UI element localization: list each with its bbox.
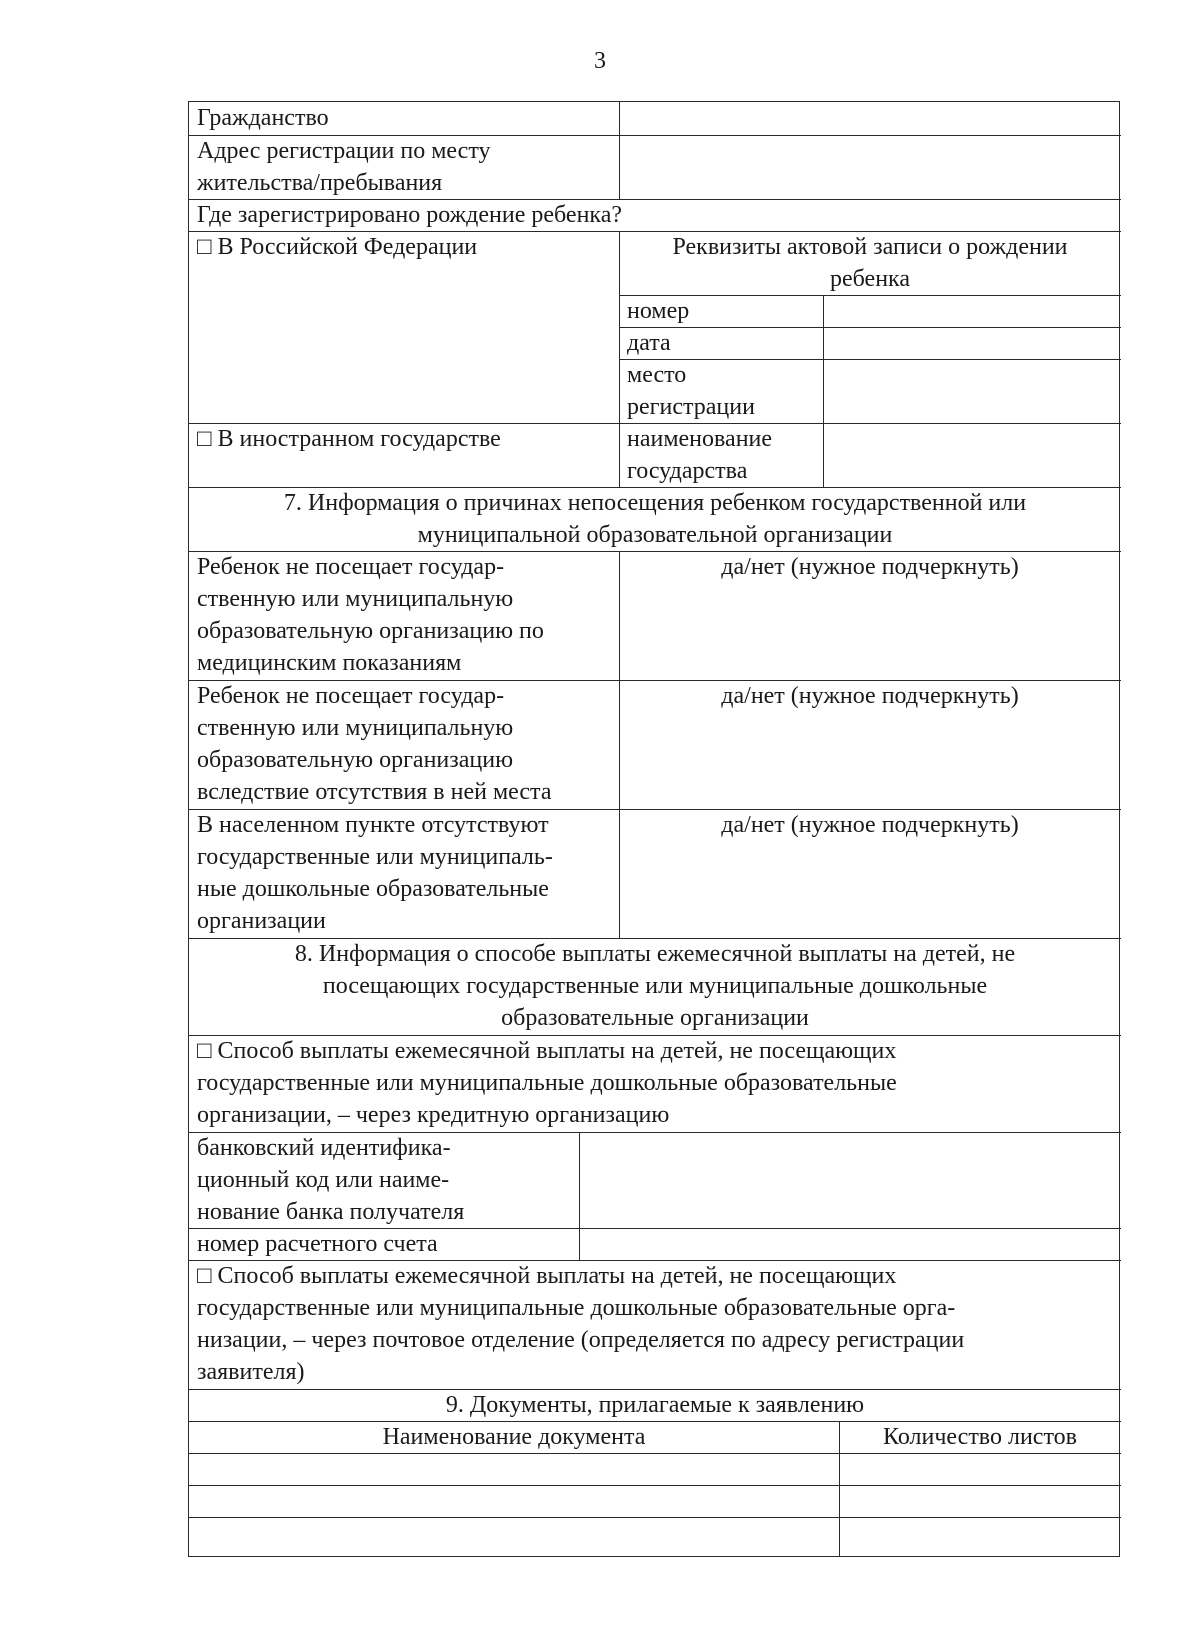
address-value[interactable] bbox=[619, 135, 1121, 199]
post-payment-option[interactable]: □ Способ выплаты ежемесячной выплаты на детей, не посещающих государственные или муниципальные дошкольные образовательные орга- низации, – через почтовое отделение (определяется по адресу регистрации заявителя) bbox=[197, 1263, 965, 1385]
birth-registration-question: Где зарегистрировано рождение ребенка? bbox=[197, 202, 623, 228]
document-row-2-name[interactable] bbox=[189, 1485, 839, 1517]
grid-line bbox=[189, 1389, 1121, 1390]
grid-line bbox=[619, 231, 620, 487]
document-row-2-sheets[interactable] bbox=[839, 1485, 1121, 1517]
reason-no-organization-answer[interactable]: да/нет (нужное подчеркнуть) bbox=[721, 812, 1019, 838]
sheet-count-header: Количество листов bbox=[883, 1424, 1077, 1450]
address-label: Адрес регистрации по месту жительства/пребывания bbox=[197, 138, 491, 196]
citizenship-label: Гражданство bbox=[197, 105, 329, 131]
record-date-value[interactable] bbox=[823, 327, 1121, 359]
foreign-option[interactable]: □ В иностранном государстве bbox=[197, 426, 501, 452]
grid-line bbox=[189, 199, 1121, 200]
bank-id-value[interactable] bbox=[579, 1132, 1121, 1228]
grid-line bbox=[579, 1132, 580, 1260]
reason-medical-text: Ребенок не посещает государ- ственную или муниципальную образовательную организацию по медицинским показаниям bbox=[197, 554, 544, 676]
grid-line bbox=[823, 295, 824, 487]
document-row-1-sheets[interactable] bbox=[839, 1453, 1121, 1485]
bank-id-label: банковский идентифика- ционный код или наиме- нование банка получателя bbox=[197, 1135, 465, 1225]
grid-line bbox=[189, 1132, 1121, 1133]
page-number: 3 bbox=[594, 48, 606, 74]
grid-line bbox=[189, 680, 1121, 681]
bank-payment-option[interactable]: □ Способ выплаты ежемесячной выплаты на детей, не посещающих государственные или муниципальные дошкольные образовательные организации, – через кредитную организацию bbox=[197, 1038, 897, 1128]
registration-place-label: место регистрации bbox=[627, 362, 755, 420]
reason-no-place-text: Ребенок не посещает государ- ственную или муниципальную образовательную организацию вследствие отсутствия в ней места bbox=[197, 683, 552, 805]
section-7-title: 7. Информация о причинах непосещения ребенком государственной или муниципальной образовательной организации bbox=[283, 490, 1027, 548]
document-row-3-sheets[interactable] bbox=[839, 1517, 1121, 1556]
grid-line bbox=[189, 135, 1121, 136]
grid-line bbox=[619, 327, 1121, 328]
grid-line bbox=[189, 1453, 1121, 1454]
grid-line bbox=[189, 1485, 1121, 1486]
document-name-header: Наименование документа bbox=[382, 1424, 646, 1450]
grid-line bbox=[189, 1421, 1121, 1422]
grid-line bbox=[189, 231, 1121, 232]
grid-line bbox=[189, 938, 1121, 939]
registration-place-value[interactable] bbox=[823, 359, 1121, 423]
reason-no-place-answer[interactable]: да/нет (нужное подчеркнуть) bbox=[721, 683, 1019, 709]
grid-line bbox=[619, 295, 1121, 296]
state-name-value[interactable] bbox=[823, 423, 1121, 487]
application-form-table bbox=[188, 101, 1120, 1557]
grid-line bbox=[189, 1260, 1121, 1261]
document-row-3-name[interactable] bbox=[189, 1517, 839, 1556]
section-9-title: 9. Документы, прилагаемые к заявлению bbox=[445, 1392, 865, 1418]
section-8-title: 8. Информация о способе выплаты ежемесячной выплаты на детей, не посещающих государственные или муниципальные дошкольные образовательные организации bbox=[294, 941, 1016, 1031]
grid-line bbox=[189, 1517, 1121, 1518]
citizenship-value[interactable] bbox=[619, 102, 1121, 135]
russia-option[interactable]: □ В Российской Федерации bbox=[197, 234, 478, 260]
record-number-label: номер bbox=[627, 298, 690, 324]
grid-line bbox=[189, 551, 1121, 552]
grid-line bbox=[839, 1421, 840, 1556]
grid-line bbox=[619, 359, 1121, 360]
record-date-label: дата bbox=[627, 330, 671, 356]
grid-line bbox=[189, 1228, 1121, 1229]
grid-line bbox=[189, 423, 1121, 424]
grid-line bbox=[619, 551, 620, 938]
act-record-header: Реквизиты актовой записи о рождении ребенка bbox=[672, 234, 1068, 292]
record-number-value[interactable] bbox=[823, 295, 1121, 327]
account-number-label: номер расчетного счета bbox=[197, 1231, 438, 1257]
account-number-value[interactable] bbox=[579, 1228, 1121, 1260]
state-name-label: наименование государства bbox=[627, 426, 773, 484]
grid-line bbox=[189, 1035, 1121, 1036]
document-row-1-name[interactable] bbox=[189, 1453, 839, 1485]
reason-medical-answer[interactable]: да/нет (нужное подчеркнуть) bbox=[721, 554, 1019, 580]
reason-no-organization-text: В населенном пункте отсутствуют государственные или муниципаль- ные дошкольные образовательные организации bbox=[197, 812, 553, 934]
grid-line bbox=[619, 102, 620, 199]
grid-line bbox=[189, 809, 1121, 810]
grid-line bbox=[189, 487, 1121, 488]
